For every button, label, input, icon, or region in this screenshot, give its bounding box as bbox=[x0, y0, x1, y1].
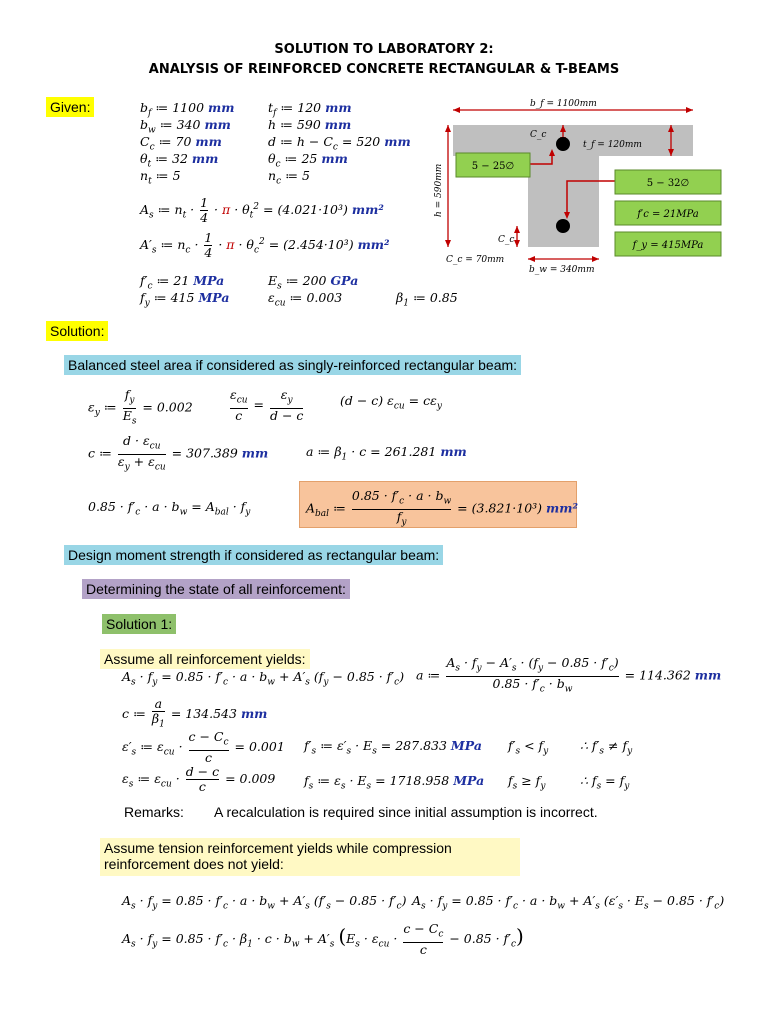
dim-cc70: C_c = 70mm bbox=[446, 255, 505, 265]
design-moment-heading: Design moment strength if considered as rectangular beam: bbox=[64, 545, 443, 565]
assume-all-label: Assume all reinforcement yields: bbox=[100, 649, 310, 669]
formula-eq2: $A_s \cdot f_y = 0.85 \cdot f'_c \cdot a \cdot b_w + A'_s$ $(f'_s - 0.85 \cdot f'_c)$ bbox=[122, 893, 407, 912]
given-ecu: $\varepsilon_{cu}$ ≔ 0.003 bbox=[268, 290, 343, 309]
formula-ey: $\varepsilon_y$ ≔ $\frac{f_y}{E_s}$ = 0.002 bbox=[88, 387, 193, 426]
balanced-heading: Balanced steel area if considered as singly-reinforced rectangular beam: bbox=[64, 355, 521, 375]
given-nt: $n_t$ ≔ 5 bbox=[140, 168, 181, 187]
formula-As-prime: $A'_s$ ≔ $n_c$ · $\frac{1}{4}$ · $\pi \cdot \theta_c^2 = (2.454\cdot 10^3)$ mm² bbox=[140, 230, 390, 260]
given-Es: $E_s$ ≔ 200 GPa bbox=[268, 273, 359, 292]
label-bars-top: 5 − 25∅ bbox=[471, 161, 515, 172]
dim-cc-bot: C_c bbox=[498, 235, 515, 245]
formula-es: $\varepsilon_s$ ≔ $\varepsilon_{cu}$ · $\frac{d - c}{c}$ = 0.009 bbox=[122, 764, 276, 794]
page-title-line2: ANALYSIS OF REINFORCED CONCRETE RECTANGULAR & T-BEAMS bbox=[148, 62, 620, 77]
given-bf: $b_f$ ≔ 1100 mm bbox=[140, 100, 235, 119]
formula-a1: a ≔ $\frac{A_s \cdot f_y - A'_s \cdot (f_y - 0.85 \cdot f'_c)}{0.85 \cdot f'_c \cdot b_w}$ = 114.362 mm bbox=[416, 655, 722, 694]
given-theta-t: $\theta_t$ ≔ 32 mm bbox=[140, 151, 219, 170]
formula-force-balance: $0.85 \cdot f'_c \cdot a \cdot b_w = A_{bal} \cdot f_y$ bbox=[88, 499, 251, 518]
formula-strain-ratio: $\frac{\varepsilon_{cu}}{c}$ = $\frac{\varepsilon_y}{d - c}$ bbox=[230, 387, 304, 423]
given-fc: $f'_c$ ≔ 21 MPa bbox=[140, 273, 225, 292]
label-fy: f_y = 415MPa bbox=[632, 240, 704, 251]
remarks-text: A recalculation is required since initial assumption is incorrect. bbox=[214, 804, 598, 820]
formula-c: c ≔ $\frac{d \cdot \varepsilon_{cu}}{\varepsilon_y + \varepsilon_{cu}}$ = 307.389 mm bbox=[88, 433, 269, 472]
page-title-line1: SOLUTION TO LABORATORY 2: bbox=[274, 42, 494, 57]
dim-tf: t_f = 120mm bbox=[583, 140, 642, 150]
given-beta1: $\beta_1$ ≔ 0.85 bbox=[396, 290, 458, 309]
assume-tension-label: Assume tension reinforcement yields while compression reinforcement does not yield: bbox=[100, 838, 520, 876]
remarks-label: Remarks: bbox=[124, 804, 184, 820]
compare-fsp: $f'_s < f_y$ bbox=[508, 738, 549, 757]
dim-bw: b_w = 340mm bbox=[529, 265, 595, 275]
label-fc: f′c = 21MPa bbox=[637, 209, 699, 220]
dim-h: h = 590mm bbox=[434, 163, 444, 217]
label-bars-bottom: 5 − 32∅ bbox=[646, 178, 690, 189]
given-cc: $C_c$ ≔ 70 mm bbox=[140, 134, 222, 153]
t-beam-diagram bbox=[434, 92, 730, 282]
formula-eq4: $A_s \cdot f_y = 0.85 \cdot f'_c \cdot \beta_1 \cdot c \cdot b_w + A'_s$ ($E_s \cdot \varepsilon_{cu}$ · $\frac{c - C_c}{c}$ − $0.85 \cdot f'_c$) bbox=[122, 921, 524, 957]
formula-c1: c ≔ $\frac{a}{\beta_1}$ = 134.543 mm bbox=[122, 696, 268, 730]
compare-fs: $f_s \ge f_y$ bbox=[508, 773, 546, 792]
given-tf: $t_f$ ≔ 120 mm bbox=[268, 100, 352, 119]
formula-fsp: $f'_s$ ≔ $\varepsilon'_s \cdot E_s = 287.833$ MPa bbox=[304, 738, 482, 757]
formula-a: a ≔ $\beta_1 \cdot c = 261.281$ mm bbox=[306, 444, 467, 463]
formula-As: $A_s$ ≔ $n_t$ · $\frac{1}{4}$ · $\pi \cdot \theta_t^2 = (4.021\cdot 10^3)$ mm² bbox=[140, 195, 384, 225]
dim-bf: b_f = 1100mm bbox=[530, 99, 597, 109]
formula-strain-eq: (d − c) $\varepsilon_{cu} = c\varepsilon_y$ bbox=[340, 393, 442, 412]
given-d: d ≔ $h - C_c = 520$ mm bbox=[268, 134, 411, 153]
given-h: h ≔ 590 mm bbox=[268, 117, 352, 132]
formula-esp: $\varepsilon'_s$ ≔ $\varepsilon_{cu}$ · $\frac{c - C_c}{c}$ = 0.001 bbox=[122, 729, 285, 765]
formula-eq3: $A_s \cdot f_y = 0.85 \cdot f'_c \cdot a \cdot b_w + A'_s$ $(\varepsilon'_s \cdot E_s - 0.85 \cdot f'_c)$ bbox=[412, 893, 725, 912]
given-fy: $f_y$ ≔ 415 MPa bbox=[140, 290, 230, 309]
given-nc: $n_c$ ≔ 5 bbox=[268, 168, 310, 187]
given-label: Given: bbox=[46, 97, 94, 117]
conclude-fs: ∴ $f_s = f_y$ bbox=[580, 773, 630, 792]
formula-eq1: $A_s \cdot f_y = 0.85 \cdot f'_c \cdot a \cdot b_w + A'_s$ $(f_y - 0.85 \cdot f'_c)$ bbox=[122, 669, 405, 688]
given-bw: $b_w$ ≔ 340 mm bbox=[140, 117, 231, 136]
bottom-bar bbox=[556, 219, 570, 233]
formula-Abal: $A_{bal}$ ≔ $\frac{0.85 \cdot f'_c \cdot a \cdot b_w}{f_y}$ = (3.821·10³) mm² bbox=[299, 481, 577, 528]
dim-cc-top: C_c bbox=[530, 130, 547, 140]
solution1-label: Solution 1: bbox=[102, 614, 176, 634]
given-theta-c: $\theta_c$ ≔ 25 mm bbox=[268, 151, 348, 170]
conclude-fsp: ∴ $f'_s \ne f_y$ bbox=[580, 738, 633, 757]
top-bar bbox=[556, 137, 570, 151]
solution-label: Solution: bbox=[46, 321, 108, 341]
determining-heading: Determining the state of all reinforcement: bbox=[82, 579, 350, 599]
formula-fs: $f_s$ ≔ $\varepsilon_s \cdot E_s = 1718.958$ MPa bbox=[304, 773, 485, 792]
